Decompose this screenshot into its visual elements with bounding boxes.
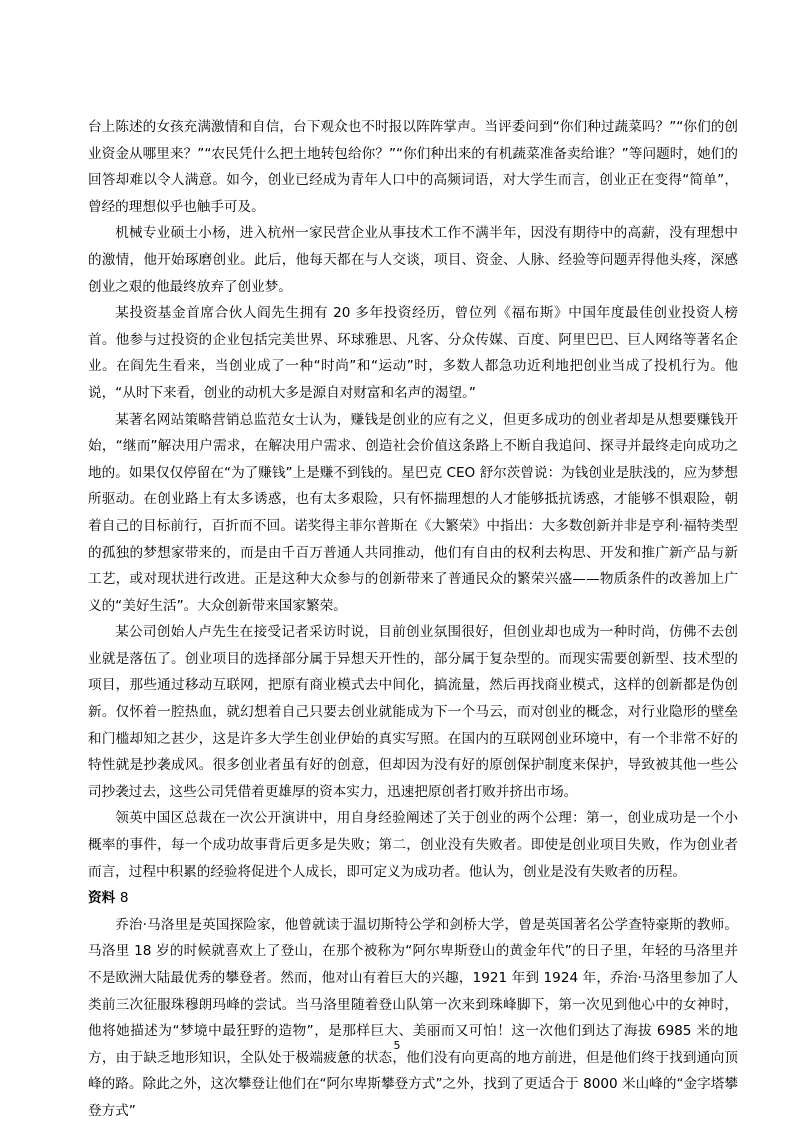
page-number: 5 bbox=[393, 1039, 401, 1052]
document-body bbox=[88, 114, 738, 1125]
paragraph-xiao-yang: 机械专业硕士小杨，进入杭州一家民营企业从事技术工作不满半年，因没有期待中的高薪，没有理想中的激情，他开始琢磨创业。此后，他每天都在与人交谈，项目、资金、人脉、经验等问题弄得他头疼，深感创业之艰的他最终放弃了创业梦。 bbox=[88, 225, 738, 295]
paragraph-yan-investor: 某投资基金首席合伙人阎先生拥有 20 多年投资经历，曾位列《福布斯》中国年度最佳创业投资人榜首。他参与过投资的企业包括完美世界、环球雅思、凡客、分众传媒、百度、阿里巴巴、巨人网络等著名企业。在阎先生看来，当创业成了一种“时尚”和“运动”时，多数人都急功近利地把创业当成了投机行为。他说，“从时下来看，创业的动机大多是源自对财富和名声的渴望。” bbox=[88, 305, 738, 401]
section-heading bbox=[88, 885, 738, 912]
section-heading-number: 8 bbox=[119, 890, 129, 907]
paragraph-continuation: 台上陈述的女孩充满激情和自信，台下观众也不时报以阵阵掌声。当评委问到“你们种过蔬菜吗？”“你们的创业资金从哪里来？”“农民凭什么把土地转包给你？”“你们种出来的有机蔬菜准备卖给谁？”等问题时，她们的回答却难以令人满意。如今，创业已经成为青年人口中的高频词语，对大学生而言，创业正在变得“简单”，曾经的理想似乎也触手可及。 bbox=[88, 119, 738, 215]
paragraph-mallory: 乔治·马洛里是英国探险家，他曾就读于温切斯特公学和剑桥大学，曾是英国著名公学查特豪斯的教师。马洛里 18 岁的时候就喜欢上了登山，在那个被称为“阿尔卑斯登山的黄金年代”的日子里，年轻的马洛里并不是欧洲大陆最优秀的攀登者。然而，他对山有着巨大的兴趣，1921 年到 1924 年，乔治·马洛里参加了人类前三次征服珠穆朗玛峰的尝试。当马洛里随着登山队第一次来到珠峰脚下，第一次见到他心中的女神时，他将她描述为“梦境中最狂野的造物”，是那样巨大、美丽而又可怕！这一次他们到达了海拔 6985 米的地方，由于缺乏地形知识，全队处于极端疲惫的状态，他们没有向更高的地方前进，但是他们终于找到通向顶峰的路。除此之外，这次攀登让他们在“阿尔卑斯攀登方式”之外，找到了更适合于 8000 米山峰的“金字塔攀登方式” bbox=[88, 916, 738, 1119]
paragraph-lu-founder: 某公司创始人卢先生在接受记者采访时说，目前创业氛围很好，但创业却也成为一种时尚，仿佛不去创业就是落伍了。创业项目的选择部分属于异想天开性的，部分属于复杂型的。而现实需要创新型、技术型的项目，那些通过移动互联网，把原有商业模式去中间化，搞流量，然后再找商业模式，这样的创新都是伪创新。仅怀着一腔热血，就幻想着自己只要去创业就能成为下一个马云，而对创业的概念，对行业隐形的壁垒和门槛却知之甚少，这是许多大学生创业伊始的真实写照。在国内的互联网创业环境中，有一个非常不好的特性就是抄袭成风。很多创业者虽有好的创意，但却因为没有好的原创保护制度来保护，导致被其他一些公司抄袭过去，这些公司凭借着更雄厚的资本实力，迅速把原创者打败并挤出市场。 bbox=[88, 624, 738, 800]
section-heading-label: 资料 bbox=[88, 890, 116, 907]
paragraph-fan-marketing: 某著名网站策略营销总监范女士认为，赚钱是创业的应有之义，但更多成功的创业者却是从想要赚钱开始，“继而”解决用户需求，在解决用户需求、创造社会价值这条路上不断自我追问、探寻并最终走向成功之地的。如果仅仅停留在“为了赚钱”上是赚不到钱的。星巴克 CEO 舒尔茨曾说：为钱创业是肤浅的，应为梦想所驱动。在创业路上有太多诱惑，也有太多艰险，只有怀揣理想的人才能够抵抗诱惑，才能够不惧艰险，朝着自己的目标前行，百折而不回。诺奖得主菲尔普斯在《大繁荣》中指出：大多数创新并非是亨利·福特类型的孤独的梦想家带来的，而是由千百万普通人共同推动，他们有自由的权利去构思、开发和推广新产品与新工艺，或对现状进行改进。正是这种大众参与的创新带来了普通民众的繁荣兴盛——物质条件的改善加上广义的“美好生活”。大众创新带来国家繁荣。 bbox=[88, 411, 738, 614]
paragraph-linkedin-president: 领英中国区总裁在一次公开演讲中，用自身经验阐述了关于创业的两个公理：第一，创业成功是一个小概率的事件，每一个成功故事背后更多是失败；第二，创业没有失败者。即使是创业项目失败，作为创业者而言，过程中积累的经验将促进个人成长，即可定义为成功者。他认为，创业是没有失败者的历程。 bbox=[88, 810, 738, 880]
